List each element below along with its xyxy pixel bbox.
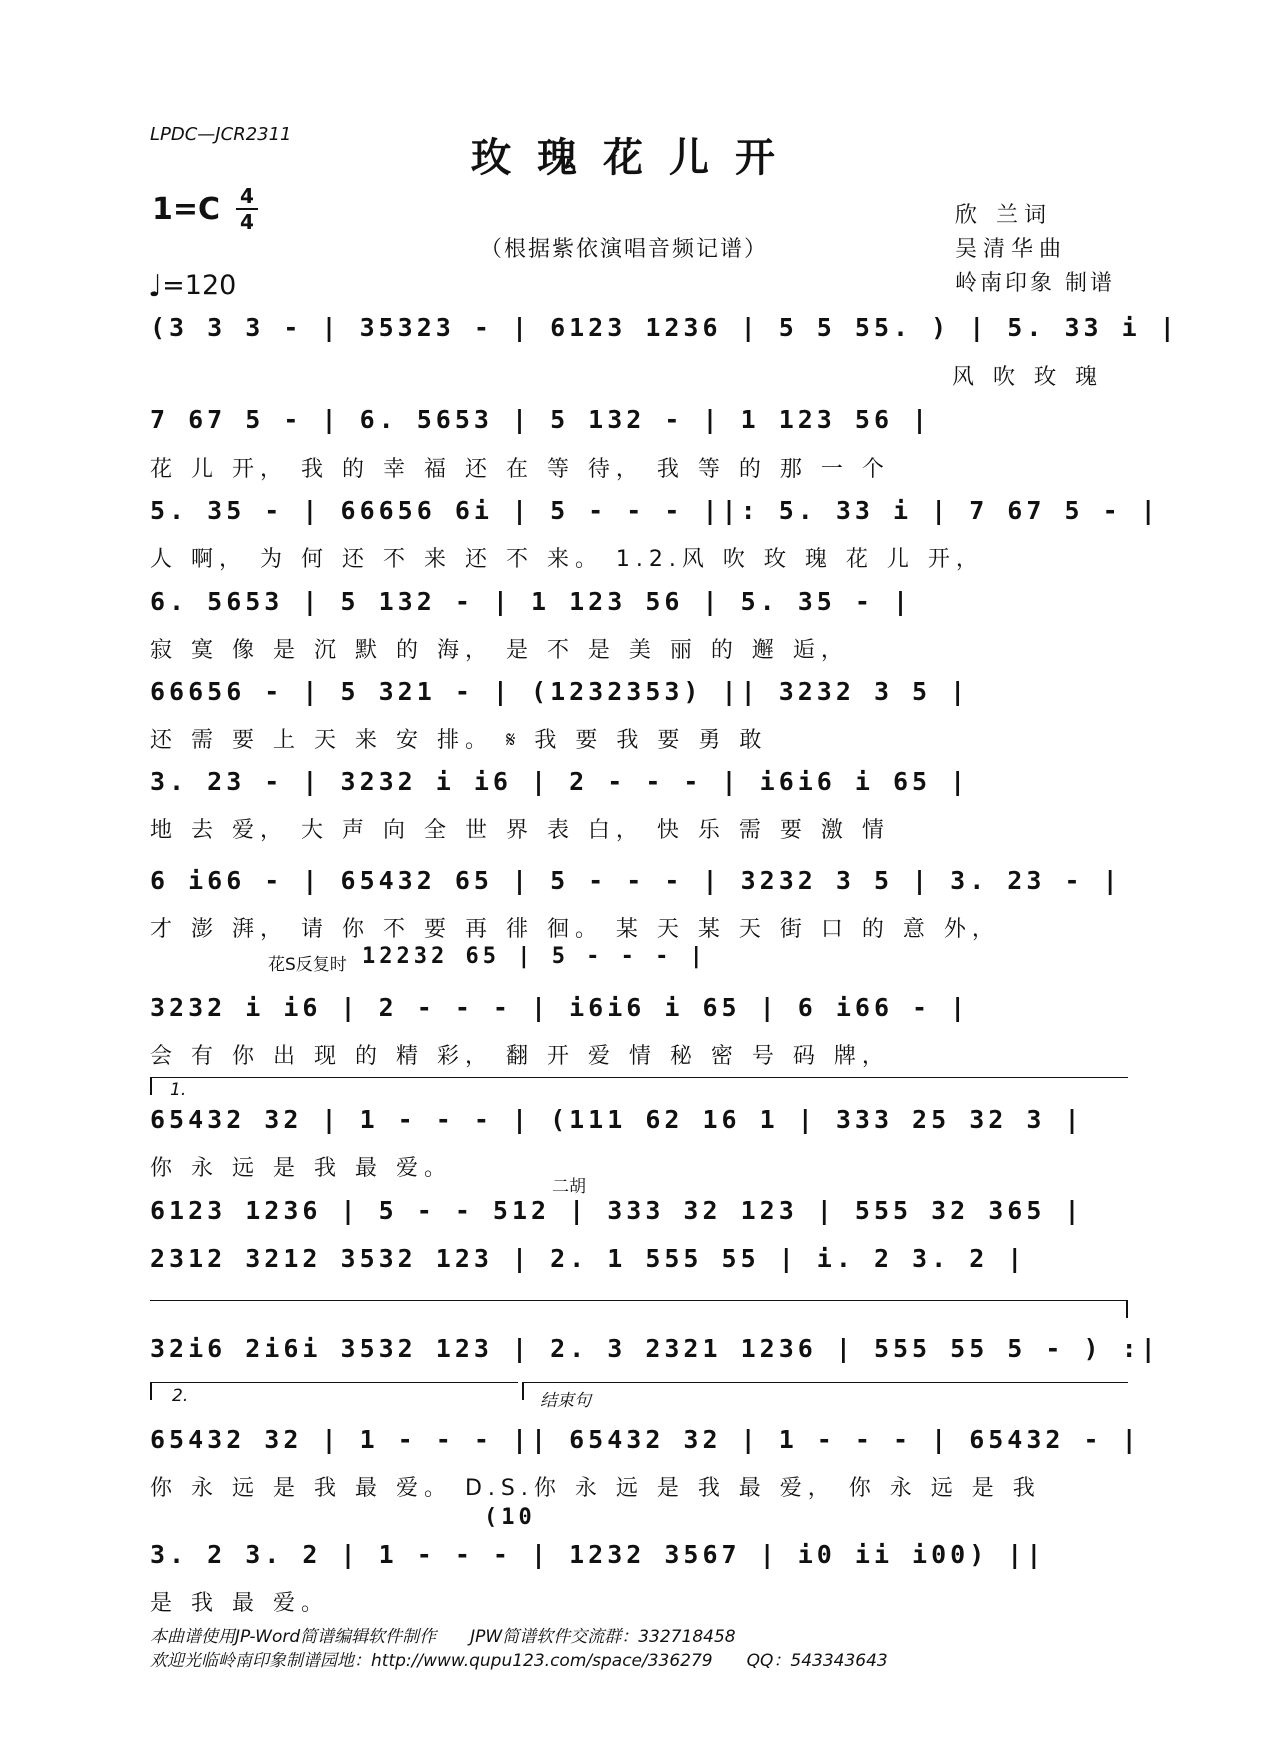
score-row-8-lyrics: 会 有 你 出 现 的 精 彩， 翻 开 爱 情 秘 密 号 码 牌， <box>150 1044 890 1069</box>
volta-1-hook <box>150 1077 152 1095</box>
score-row-1-notes: (3 3 3 - | 35323 - | 6123 1236 | 5 5 55. ) | 5. 33 i | <box>150 313 1179 342</box>
volta-1-bracket <box>150 1077 1128 1078</box>
score-row-2-lyrics: 花 儿 开， 我 的 幸 福 还 在 等 待， 我 等 的 那 一 个 <box>150 457 890 482</box>
volta-2-label: 2. <box>172 1386 189 1406</box>
repeat-flower-label: 花S反复时 <box>268 955 347 975</box>
score-row-3-lyrics: 人 啊， 为 何 还 不 来 还 不 来。 1.2.风 吹 玫 瑰 花 儿 开， <box>150 547 984 572</box>
score-row-1-lyrics: 风 吹 玫 瑰 <box>952 365 1103 390</box>
score-row-6-lyrics: 地 去 爱， 大 声 向 全 世 界 表 白， 快 乐 需 要 激 情 <box>150 818 890 843</box>
key-signature: 1=C <box>152 192 221 227</box>
time-sig-bottom: 4 <box>240 210 254 234</box>
quarter-note-icon: ♩ <box>148 268 163 304</box>
time-signature <box>236 184 258 234</box>
score-row-8-notes: 3232 i i6 | 2 - - - | i6i6 i 65 | 6 i66 - | <box>150 993 970 1022</box>
volta-2-hook <box>150 1382 152 1400</box>
tempo-marking <box>148 268 237 304</box>
tuplet-marker: (10 <box>484 1505 536 1530</box>
system-bracket-line <box>150 1300 1128 1301</box>
footer-line-1: 本曲谱使用JP-Word简谱编辑软件制作 JPW简谱软件交流群：332718458 <box>150 1627 736 1647</box>
source-note: （根据紫依演唱音频记谱） <box>480 237 769 262</box>
score-row-6-notes: 3. 23 - | 3232 i i6 | 2 - - - | i6i6 i 65 | <box>150 767 970 796</box>
ending-label: 结束句 <box>540 1391 591 1411</box>
arranger: 岭南印象 制谱 <box>955 271 1115 296</box>
tempo-value: =120 <box>162 270 237 301</box>
score-row-2-notes: 7 67 5 - | 6. 5653 | 5 132 - | 1 123 56 | <box>150 405 932 434</box>
score-row-4-lyrics: 寂 寞 像 是 沉 默 的 海， 是 不 是 美 丽 的 邂 逅， <box>150 638 849 663</box>
volta-2-bracket <box>150 1382 518 1383</box>
page-title: 玫瑰花儿开 <box>471 134 801 181</box>
score-code: LPDC—JCR2311 <box>150 124 292 145</box>
score-row-7-lyrics: 才 澎 湃， 请 你 不 要 再 徘 徊。 某 天 某 天 街 口 的 意 外， <box>150 917 1000 942</box>
score-row-9-lyrics: 你 永 远 是 我 最 爱。 <box>150 1156 452 1181</box>
system-bracket-hook <box>1126 1300 1128 1318</box>
score-row-11-notes: 2312 3212 3532 123 | 2. 1 555 55 | i. 2 3. 2 | <box>150 1244 1027 1273</box>
score-row-14-lyrics: 是 我 最 爱。 <box>150 1591 329 1616</box>
time-sig-top: 4 <box>240 184 254 208</box>
lyricist: 欣 兰词 <box>955 203 1052 228</box>
ending-hook <box>522 1382 524 1400</box>
score-row-7b-notes: 12232 65 | 5 - - - | <box>362 944 707 969</box>
footer-line-2: 欢迎光临岭南印象制谱园地：http://www.qupu123.com/space/336279 QQ：543343643 <box>150 1651 888 1671</box>
score-row-13-lyrics: 你 永 远 是 我 最 爱。 D.S.你 永 远 是 我 最 爱， 你 永 远 是 我 <box>150 1476 1041 1501</box>
volta-1-label: 1. <box>170 1080 187 1100</box>
score-row-12-notes: 32i6 2i6i 3532 123 | 2. 3 2321 1236 | 555 55 5 - ) :| <box>150 1334 1160 1363</box>
score-row-7-notes: 6 i66 - | 65432 65 | 5 - - - | 3232 3 5 | 3. 23 - | <box>150 866 1122 895</box>
composer: 吴清华曲 <box>955 237 1068 262</box>
score-row-5-notes: 66656 - | 5 321 - | (1232353) || 3232 3 5 | <box>150 677 970 706</box>
erhu-label: 二胡 <box>552 1177 586 1197</box>
ending-bracket <box>522 1382 1128 1383</box>
score-row-3-notes: 5. 35 - | 66656 6i | 5 - - - ||: 5. 33 i | 7 67 5 - | <box>150 496 1160 525</box>
score-row-4-notes: 6. 5653 | 5 132 - | 1 123 56 | 5. 35 - | <box>150 587 913 616</box>
score-row-10-notes: 6123 1236 | 5 - - 512 | 333 32 123 | 555 32 365 | <box>150 1196 1084 1225</box>
score-row-14-notes: 3. 2 3. 2 | 1 - - - | 1232 3567 | i0 ii i00) || <box>150 1540 1046 1569</box>
score-row-9-notes: 65432 32 | 1 - - - | (111 62 16 1 | 333 25 32 3 | <box>150 1105 1084 1134</box>
score-row-5-lyrics: 还 需 要 上 天 来 安 排。 𝄋 我 要 我 要 勇 敢 <box>150 728 768 753</box>
score-row-13-notes: 65432 32 | 1 - - - || 65432 32 | 1 - - - | 65432 - | <box>150 1425 1141 1454</box>
